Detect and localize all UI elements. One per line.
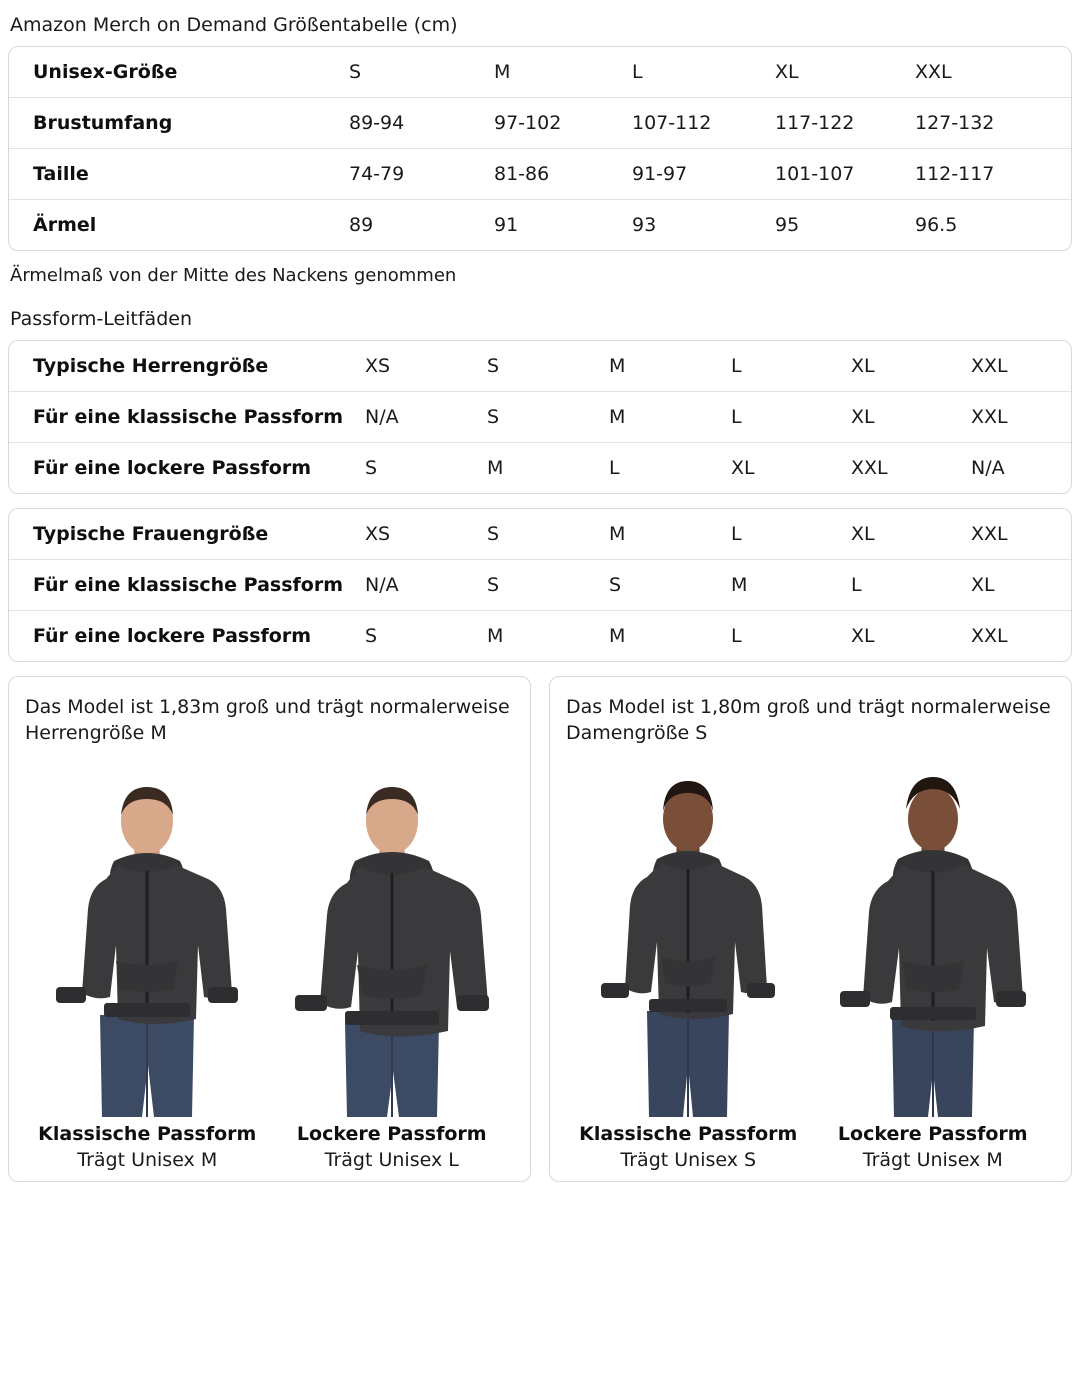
female-relaxed-fit-label bbox=[817, 1123, 1049, 1171]
cell: XXL bbox=[971, 341, 1071, 392]
mens-fit-table-card bbox=[8, 340, 1072, 494]
page-title: Amazon Merch on Demand Größentabelle (cm) bbox=[10, 14, 458, 36]
cell: 89-94 bbox=[349, 98, 494, 149]
cell: S bbox=[487, 509, 609, 560]
cell: S bbox=[487, 392, 609, 443]
female-classic-fit-label bbox=[572, 1123, 804, 1171]
cell: 74-79 bbox=[349, 149, 494, 200]
table-row bbox=[9, 509, 1071, 560]
table-row bbox=[9, 149, 1071, 200]
cell: XXL bbox=[971, 392, 1071, 443]
table-row bbox=[9, 47, 1071, 98]
cell: 96.5 bbox=[915, 214, 958, 236]
male-relaxed-fit-illustration bbox=[277, 765, 507, 1117]
fit-name: Klassische Passform bbox=[38, 1123, 257, 1145]
row-label: Brustumfang bbox=[9, 98, 349, 149]
cell: XS bbox=[365, 341, 487, 392]
cell: XXL bbox=[971, 625, 1008, 647]
cell: L bbox=[731, 625, 742, 647]
table-row bbox=[9, 443, 1071, 494]
row-label: Typische Herrengröße bbox=[9, 341, 365, 392]
fit-name: Klassische Passform bbox=[579, 1123, 798, 1145]
cell: 127-132 bbox=[915, 98, 1071, 149]
mens-fit-table bbox=[9, 341, 1071, 493]
fit-wears: Trägt Unisex S bbox=[620, 1149, 757, 1171]
cell: S bbox=[349, 47, 494, 98]
size-table bbox=[9, 47, 1071, 250]
cell: S bbox=[487, 560, 609, 611]
cell: XL bbox=[851, 341, 971, 392]
row-label: Für eine lockere Passform bbox=[33, 457, 312, 479]
cell: N/A bbox=[365, 392, 487, 443]
cell: L bbox=[731, 341, 851, 392]
cell: 93 bbox=[632, 214, 657, 236]
fit-name: Lockere Passform bbox=[837, 1123, 1028, 1145]
cell: 81-86 bbox=[494, 149, 632, 200]
cell: XL bbox=[851, 509, 971, 560]
womens-fit-table bbox=[9, 509, 1071, 661]
cell: M bbox=[487, 457, 504, 479]
cell: S bbox=[487, 341, 609, 392]
cell: M bbox=[731, 560, 851, 611]
cell: XS bbox=[365, 509, 487, 560]
male-relaxed-fit-figure bbox=[276, 765, 508, 1117]
row-label: Typische Frauengröße bbox=[9, 509, 365, 560]
cell: N/A bbox=[971, 457, 1005, 479]
male-relaxed-fit-label bbox=[276, 1123, 508, 1171]
female-relaxed-fit-figure bbox=[817, 765, 1049, 1117]
cell: S bbox=[365, 457, 378, 479]
cell: 101-107 bbox=[775, 149, 915, 200]
cell: 91 bbox=[494, 214, 519, 236]
cell: M bbox=[487, 625, 504, 647]
male-figures bbox=[25, 757, 514, 1117]
cell: 89 bbox=[349, 214, 374, 236]
model-cards-row bbox=[8, 676, 1072, 1182]
cell: XL bbox=[851, 392, 971, 443]
size-table-card bbox=[8, 46, 1072, 251]
cell: XXL bbox=[851, 457, 888, 479]
table-row bbox=[9, 98, 1071, 149]
male-figure-labels bbox=[25, 1123, 514, 1171]
cell: XL bbox=[731, 457, 755, 479]
cell: S bbox=[365, 625, 378, 647]
cell: N/A bbox=[365, 560, 487, 611]
cell: S bbox=[609, 560, 731, 611]
fit-name: Lockere Passform bbox=[296, 1123, 487, 1145]
cell: L bbox=[731, 509, 851, 560]
male-model-caption: Das Model ist 1,83m groß und trägt normalerweise Herrengröße M bbox=[25, 696, 510, 744]
fit-wears: Trägt Unisex L bbox=[324, 1149, 459, 1171]
female-model-card bbox=[549, 676, 1072, 1182]
row-label: Für eine klassische Passform bbox=[9, 392, 365, 443]
table-row bbox=[9, 200, 1071, 251]
row-label: Ärmel bbox=[33, 214, 97, 236]
male-model-card bbox=[8, 676, 531, 1182]
cell: L bbox=[731, 392, 851, 443]
female-classic-fit-figure bbox=[572, 765, 804, 1117]
cell: XL bbox=[775, 47, 915, 98]
cell: M bbox=[609, 509, 731, 560]
female-figures bbox=[566, 757, 1055, 1117]
cell: 95 bbox=[775, 214, 800, 236]
fit-wears: Trägt Unisex M bbox=[862, 1149, 1003, 1171]
cell: L bbox=[851, 560, 971, 611]
fit-guides-title: Passform-Leitfäden bbox=[10, 308, 192, 330]
row-label: Für eine klassische Passform bbox=[9, 560, 365, 611]
male-classic-fit-illustration bbox=[32, 765, 262, 1117]
female-model-caption: Das Model ist 1,80m groß und trägt normalerweise Damengröße S bbox=[566, 696, 1051, 744]
cell: M bbox=[609, 392, 731, 443]
row-label: Für eine lockere Passform bbox=[33, 625, 312, 647]
female-figure-labels bbox=[566, 1123, 1055, 1171]
table-row bbox=[9, 611, 1071, 662]
cell: M bbox=[609, 625, 626, 647]
cell: 107-112 bbox=[632, 98, 775, 149]
female-relaxed-fit-illustration bbox=[818, 765, 1048, 1117]
male-classic-fit-figure bbox=[31, 765, 263, 1117]
male-classic-fit-label bbox=[31, 1123, 263, 1171]
table-row bbox=[9, 341, 1071, 392]
cell: M bbox=[609, 341, 731, 392]
cell: 97-102 bbox=[494, 98, 632, 149]
table-row bbox=[9, 392, 1071, 443]
womens-fit-table-card bbox=[8, 508, 1072, 662]
cell: XL bbox=[851, 625, 875, 647]
female-classic-fit-illustration bbox=[573, 765, 803, 1117]
cell: L bbox=[632, 47, 775, 98]
cell: L bbox=[609, 457, 620, 479]
cell: M bbox=[494, 47, 632, 98]
cell: XL bbox=[971, 560, 1071, 611]
sleeve-measurement-note: Ärmelmaß von der Mitte des Nackens genommen bbox=[10, 265, 457, 286]
cell: 112-117 bbox=[915, 149, 1071, 200]
fit-wears: Trägt Unisex M bbox=[77, 1149, 218, 1171]
row-label: Taille bbox=[9, 149, 349, 200]
cell: XXL bbox=[915, 47, 1071, 98]
table-row bbox=[9, 560, 1071, 611]
cell: XXL bbox=[971, 509, 1071, 560]
row-label: Unisex-Größe bbox=[9, 47, 349, 98]
cell: 91-97 bbox=[632, 149, 775, 200]
cell: 117-122 bbox=[775, 98, 915, 149]
